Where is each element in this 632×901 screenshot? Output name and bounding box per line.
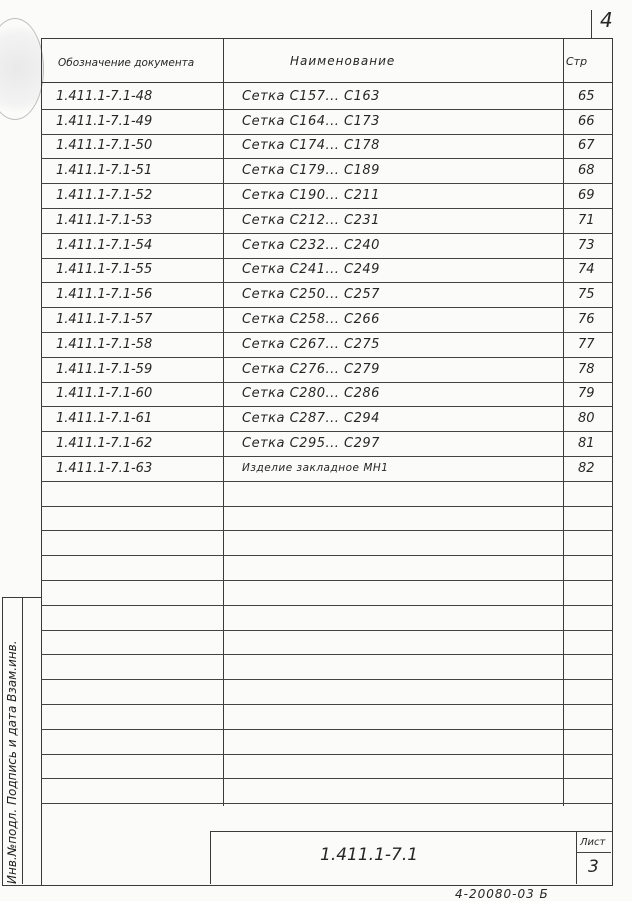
row-separator <box>41 803 612 804</box>
table-row <box>0 382 632 407</box>
row-code: 1.411.1-7.1-53 <box>56 212 153 228</box>
row-page: 65 <box>578 88 595 104</box>
row-code: 1.411.1-7.1-58 <box>56 336 153 352</box>
row-separator <box>41 654 612 655</box>
sidebar-inner-line <box>22 597 23 884</box>
row-name: Сетка С157... С163 <box>242 88 380 104</box>
row-separator <box>41 605 612 606</box>
title-block-sheet-divider <box>576 831 577 884</box>
row-name: Сетка С241... С249 <box>242 262 380 278</box>
row-page: 81 <box>578 436 595 452</box>
row-code: 1.411.1-7.1-48 <box>56 88 153 104</box>
row-name: Сетка С212... С231 <box>242 212 380 228</box>
table-row <box>0 183 632 208</box>
row-name: Сетка С267... С275 <box>242 336 380 352</box>
title-block-code: 1.411.1-7.1 <box>320 845 419 865</box>
row-page: 71 <box>578 212 595 228</box>
header-designation: Обозначение документа <box>58 56 195 69</box>
page-number-box-divider <box>591 10 592 38</box>
row-code: 1.411.1-7.1-57 <box>56 312 153 328</box>
header-page: Стр <box>566 54 588 68</box>
row-page: 74 <box>578 262 595 278</box>
table-row <box>0 158 632 183</box>
row-page: 68 <box>578 163 595 179</box>
row-separator <box>41 704 612 705</box>
table-row <box>0 208 632 233</box>
row-separator <box>41 506 612 507</box>
row-page: 76 <box>578 312 595 328</box>
table-row <box>0 332 632 357</box>
row-name: Изделие закладное МН1 <box>242 462 389 475</box>
sheet-number: 3 <box>588 857 599 877</box>
table-row <box>0 109 632 134</box>
table-row <box>0 406 632 431</box>
row-page: 78 <box>578 361 595 377</box>
table-row <box>0 258 632 283</box>
table-row <box>0 134 632 159</box>
table-row <box>0 456 632 481</box>
header-divider <box>41 82 612 83</box>
row-page: 75 <box>578 287 595 303</box>
table-row <box>0 84 632 109</box>
row-code: 1.411.1-7.1-56 <box>56 287 153 303</box>
row-page: 69 <box>578 188 595 204</box>
row-page: 82 <box>578 460 595 476</box>
row-separator <box>41 754 612 755</box>
row-page: 77 <box>578 336 595 352</box>
row-page: 67 <box>578 138 595 154</box>
row-separator <box>41 555 612 556</box>
row-code: 1.411.1-7.1-54 <box>56 237 153 253</box>
row-code: 1.411.1-7.1-60 <box>56 386 153 402</box>
row-name: Сетка С164... С173 <box>242 113 380 129</box>
row-code: 1.411.1-7.1-61 <box>56 411 153 427</box>
row-page: 73 <box>578 237 595 253</box>
sheet-label: Лист <box>580 836 606 848</box>
row-separator <box>41 679 612 680</box>
row-name: Сетка С295... С297 <box>242 436 380 452</box>
row-code: 1.411.1-7.1-49 <box>56 113 153 129</box>
row-name: Сетка С232... С240 <box>242 237 380 253</box>
table-row <box>0 233 632 258</box>
header-name: Наименование <box>290 54 396 68</box>
row-name: Сетка С258... С266 <box>242 312 380 328</box>
row-page: 79 <box>578 386 595 402</box>
row-code: 1.411.1-7.1-55 <box>56 262 153 278</box>
row-code: 1.411.1-7.1-59 <box>56 361 153 377</box>
row-code: 1.411.1-7.1-50 <box>56 138 153 154</box>
table-row <box>0 431 632 456</box>
row-code: 1.411.1-7.1-63 <box>56 460 153 476</box>
row-name: Сетка С280... С286 <box>242 386 380 402</box>
row-code: 1.411.1-7.1-62 <box>56 436 153 452</box>
row-code: 1.411.1-7.1-52 <box>56 188 153 204</box>
row-separator <box>41 630 612 631</box>
row-code: 1.411.1-7.1-51 <box>56 163 153 179</box>
title-block-left <box>210 831 211 884</box>
title-block-sheet-line <box>576 852 611 853</box>
table-row <box>0 282 632 307</box>
table-row <box>0 307 632 332</box>
row-separator <box>41 481 612 482</box>
sidebar-label: Инв.№подл. Подпись и дата Взам.инв. <box>5 640 19 884</box>
title-block-top <box>210 831 612 832</box>
row-name: Сетка С287... С294 <box>242 411 380 427</box>
page-number-top: 4 <box>600 8 613 32</box>
table-row <box>0 357 632 382</box>
bottom-code: 4-20080-03 Б <box>455 887 549 901</box>
row-name: Сетка С179... С189 <box>242 163 380 179</box>
row-name: Сетка С174... С178 <box>242 138 380 154</box>
row-page: 80 <box>578 411 595 427</box>
row-separator <box>41 778 612 779</box>
row-name: Сетка С250... С257 <box>242 287 380 303</box>
row-separator <box>41 530 612 531</box>
row-name: Сетка С190... С211 <box>242 188 380 204</box>
row-name: Сетка С276... С279 <box>242 361 380 377</box>
row-separator <box>41 580 612 581</box>
row-separator <box>41 729 612 730</box>
row-page: 66 <box>578 113 595 129</box>
